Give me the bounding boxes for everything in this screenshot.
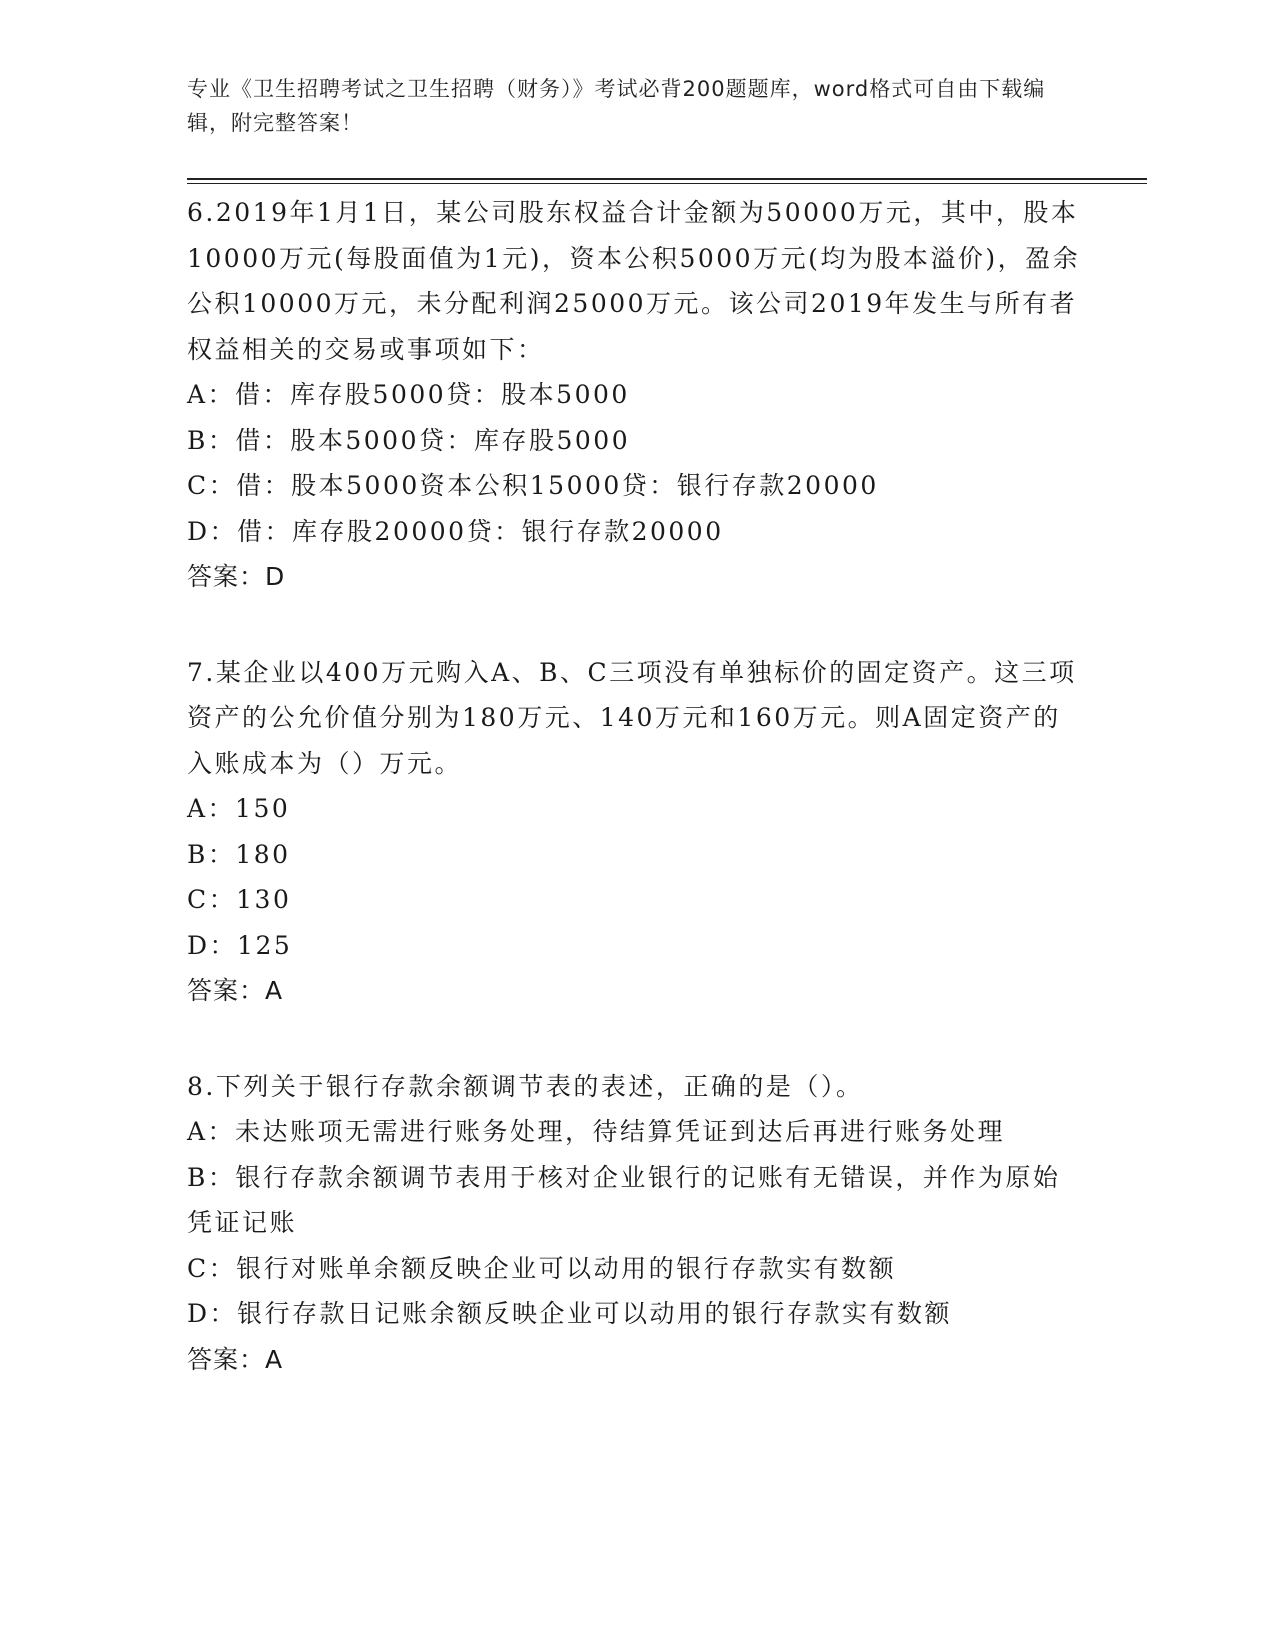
option-b: B：借：股本5000贷：库存股5000 (187, 425, 631, 455)
header-divider-thin (187, 183, 1147, 184)
option-b: B：银行存款余额调节表用于核对企业银行的记账有无错误，并作为原始凭证记账 (187, 1162, 1061, 1237)
document-header (187, 72, 1067, 140)
option-d: D：125 (187, 930, 293, 960)
header-intro-text: 专业《卫生招聘考试之卫生招聘（财务）》考试必背200题题库，word格式可自由下载编辑，附完整答案！ (187, 77, 1046, 135)
option-c: C：借：股本5000资本公积15000贷：银行存款20000 (187, 471, 879, 500)
option-b: B：180 (187, 839, 291, 869)
answer: 答案：A (187, 1344, 284, 1374)
answer: 答案：D (187, 562, 286, 591)
question-stem: 7.某企业以400万元购入A、B、C三项没有单独标价的固定资产。这三项资产的公允价值分别为180万元、140万元和160万元。则A固定资产的入账成本为（）万元。 (187, 657, 1077, 778)
option-a: A：未达账项无需进行账务处理，待结算凭证到达后再进行账务处理 (187, 1117, 1006, 1146)
question-7 (187, 650, 1087, 1014)
option-d: D：银行存款日记账余额反映企业可以动用的银行存款实有数额 (187, 1299, 953, 1328)
question-stem: 8.下列关于银行存款余额调节表的表述，正确的是（）。 (187, 1071, 864, 1101)
question-6 (187, 190, 1087, 600)
question-8 (187, 1064, 1087, 1383)
option-c: C：银行对账单余额反映企业可以动用的银行存款实有数额 (187, 1253, 897, 1283)
header-divider (187, 178, 1147, 180)
option-c: C：130 (187, 885, 292, 914)
option-d: D：借：库存股20000贷：银行存款20000 (187, 516, 724, 546)
option-a: A：150 (187, 794, 291, 823)
question-stem: 6.2019年1月1日，某公司股东权益合计金额为50000万元，其中，股本10000万元(每股面值为1元)，资本公积5000万元(均为股本溢价)，盈余公积10000万元，未分配利润25000万元。该公司2019年发生与所有者权益相关的交易或事项如下： (187, 198, 1081, 364)
option-a: A：借：库存股5000贷：股本5000 (187, 380, 630, 409)
question-list (187, 190, 1087, 1432)
answer: 答案：A (187, 976, 284, 1005)
